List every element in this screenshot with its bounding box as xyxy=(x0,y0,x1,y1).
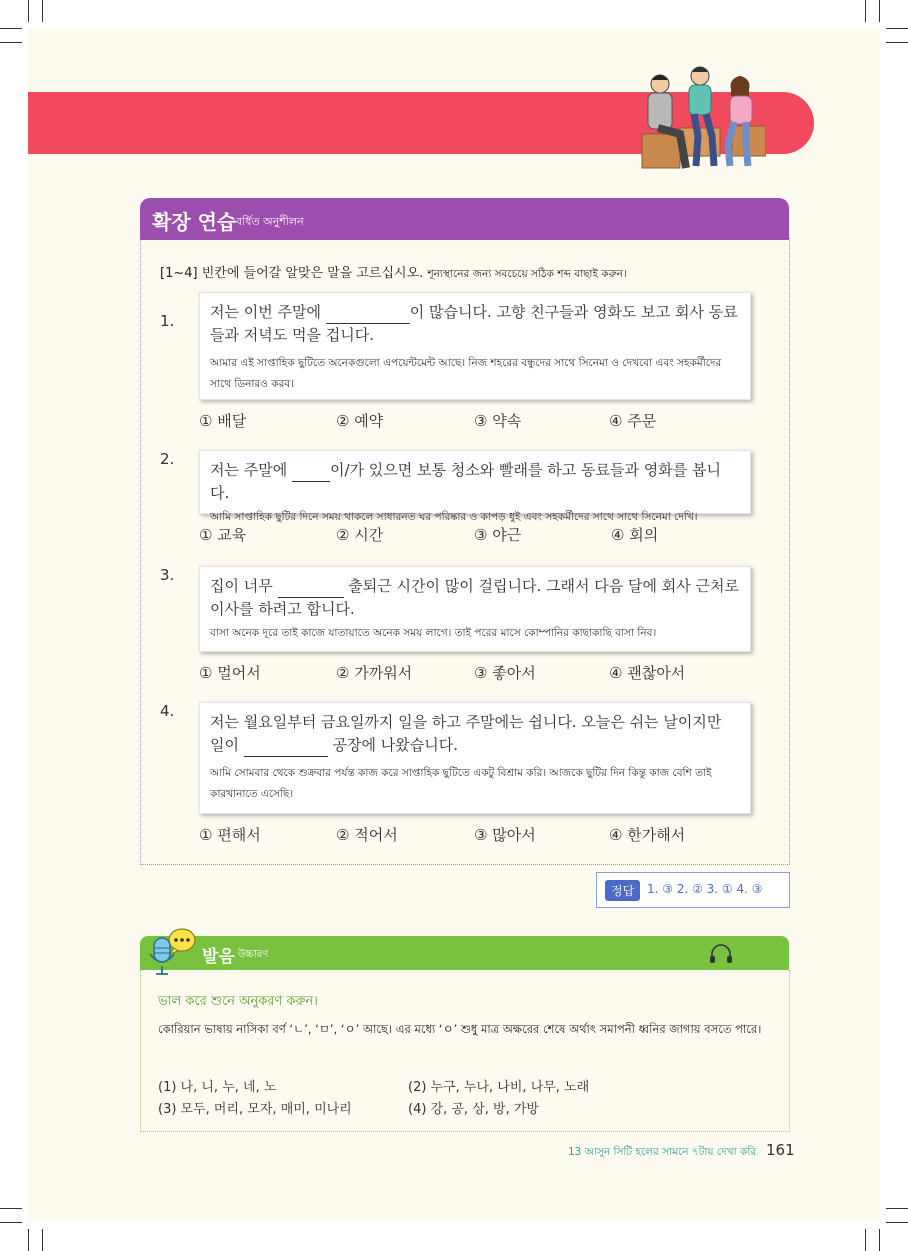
question-translation: আমি সোমবার থেকে শুক্রবার পর্যন্ত কাজ করে সাপ্তাহিক ছুটিতে একটু বিশ্রাম করি। আজকে ছুটির দিন কিন্তু কাজ বেশি তাই কারখানাতে এসেছি। xyxy=(210,767,712,800)
question-text: 집이 너무 출퇴근 시간이 많이 걸립니다. 그래서 다음 달에 회사 근처로 이사를 하려고 합니다. xyxy=(210,577,739,618)
crop-mark xyxy=(0,28,22,29)
choice-4[interactable]: ④ 괜찮아서 xyxy=(609,664,686,682)
crop-mark xyxy=(886,1208,908,1209)
pronunciation-instruction: ভাল করে শুনে অনুকরণ করুন। xyxy=(158,994,318,1009)
question-number: 1. xyxy=(160,312,175,330)
pronunciation-item: (3) 모두, 머리, 모자, 매미, 미나리 xyxy=(158,1102,352,1117)
microphone-icon xyxy=(144,928,196,978)
choice-2[interactable]: ② 적어서 xyxy=(336,826,398,844)
choice-1[interactable]: ① 배달 xyxy=(199,412,247,430)
crop-mark xyxy=(886,1222,908,1223)
instruction-bn: শূন্যস্থানের জন্য সবচেয়ে সঠিক শব্দ বাছাই করুন। xyxy=(427,268,627,280)
answer-blank xyxy=(244,756,328,757)
choice-4[interactable]: ④ 회의 xyxy=(611,526,659,544)
crop-mark xyxy=(0,1208,22,1209)
pronunciation-subtitle: উচ্চারণ xyxy=(238,949,269,960)
question-translation: আমি সাপ্তাহিক ছুটির দিনে সময় থাকলে সাধারনত ঘর পরিষ্কার ও কাপড় ধুই এবং সহকর্মীদের সাথে সাথে সিনেমা দেখি। xyxy=(210,511,698,523)
question-text: 저는 월요일부터 금요일까지 일을 하고 주말에는 쉽니다. 오늘은 쉬는 날이지만 일이 공장에 나왔습니다. xyxy=(210,711,740,757)
crop-mark xyxy=(886,42,908,43)
crop-mark xyxy=(879,1229,880,1251)
choice-3[interactable]: ③ 야근 xyxy=(474,526,522,544)
choice-3[interactable]: ③ 좋아서 xyxy=(474,664,536,682)
question-translation: বাসা অনেক দূরে তাই কাজে যাতায়াতে অনেক সময় লাগে। তাই পরের মাসে কোম্পানির কাছাকাছি বাসা নিব। xyxy=(210,627,657,639)
crop-mark xyxy=(0,42,22,43)
question-box xyxy=(199,566,751,652)
practice-title: 확장 연습 xyxy=(152,210,237,234)
pronunciation-title: 발음 xyxy=(202,947,235,967)
choice-1[interactable]: ① 멀어서 xyxy=(199,664,261,682)
answer-label: 정답 xyxy=(605,880,640,901)
choice-2[interactable]: ② 시간 xyxy=(336,526,384,544)
answer-blank xyxy=(326,323,410,324)
practice-instruction xyxy=(160,262,627,284)
choice-3[interactable]: ③ 많아서 xyxy=(474,826,536,844)
choice-1[interactable]: ① 편해서 xyxy=(199,826,261,844)
choice-2[interactable]: ② 예약 xyxy=(336,412,384,430)
pronunciation-item: (2) 누구, 누나, 나비, 나무, 노래 xyxy=(408,1080,590,1095)
crop-mark xyxy=(865,1229,866,1251)
choice-2[interactable]: ② 가까워서 xyxy=(336,664,413,682)
instruction-ko: [1~4] 빈칸에 들어갈 알맞은 말을 고르십시오. xyxy=(160,266,424,281)
crop-mark xyxy=(42,1229,43,1251)
answer-key xyxy=(596,872,790,908)
answer-blank xyxy=(292,481,330,482)
question-box xyxy=(199,702,751,814)
question-box xyxy=(199,450,751,523)
crop-mark xyxy=(0,1222,22,1223)
choice-1[interactable]: ① 교육 xyxy=(199,526,247,544)
page-number: 161 xyxy=(766,1141,795,1159)
headphone-icon[interactable] xyxy=(708,943,734,965)
pronunciation-item: (4) 강, 공, 상, 방, 가방 xyxy=(408,1102,539,1117)
crop-mark xyxy=(28,1229,29,1251)
pronunciation-header xyxy=(140,936,789,970)
practice-header xyxy=(140,198,789,240)
question-number: 2. xyxy=(160,450,175,468)
practice-subtitle: বর্ধিত অনুশীলন xyxy=(236,215,304,228)
people-illustration xyxy=(636,62,766,172)
choice-4[interactable]: ④ 한가해서 xyxy=(609,826,686,844)
choice-4[interactable]: ④ 주문 xyxy=(609,412,657,430)
crop-mark xyxy=(865,0,866,22)
answer-blank xyxy=(278,597,344,598)
question-translation: আমার এই সাপ্তাহিক ছুটিতে অনেকগুলো এপয়েন্টমেন্ট আছে। নিজ শহরের বন্ধুদের সাথে সিনেমা ও দেখবো এবং সহকর্মীদের সাথে ডিনারও করব। xyxy=(210,357,722,390)
question-text: 저는 주말에 이/가 있으면 보통 청소와 빨래를 하고 동료들과 영화를 봅니다. xyxy=(210,461,721,502)
pronunciation-item: (1) 나, 니, 누, 네, 노 xyxy=(158,1080,277,1095)
chapter-footer: 13 আসুন সিটি হলের সামনে ৭টায় দেখা করি xyxy=(568,1146,757,1158)
pronunciation-description: কোরিয়ান ভাষায় নাসিকা বর্ণ ‘ㄴ’, ‘ㅁ’, ‘ㅇ’ আছে। এর মধ্যে ‘ㅇ’ শুধু মাত্র অক্ষরের শেষে অর্থাৎ সমাপনী ধ্বনির জাগায় বসতে পারে। xyxy=(158,1022,762,1036)
crop-mark xyxy=(42,0,43,22)
crop-mark xyxy=(886,28,908,29)
question-box xyxy=(199,292,751,400)
crop-mark xyxy=(879,0,880,22)
question-number: 4. xyxy=(160,702,175,720)
crop-mark xyxy=(28,0,29,22)
answer-values: 1. ③ 2. ② 3. ① 4. ③ xyxy=(647,882,763,896)
question-number: 3. xyxy=(160,566,175,584)
choice-3[interactable]: ③ 약속 xyxy=(474,412,522,430)
question-text: 저는 이번 주말에 이 많습니다. 고향 친구들과 영화도 보고 회사 동료들과 저녁도 먹을 겁니다. xyxy=(210,303,738,344)
